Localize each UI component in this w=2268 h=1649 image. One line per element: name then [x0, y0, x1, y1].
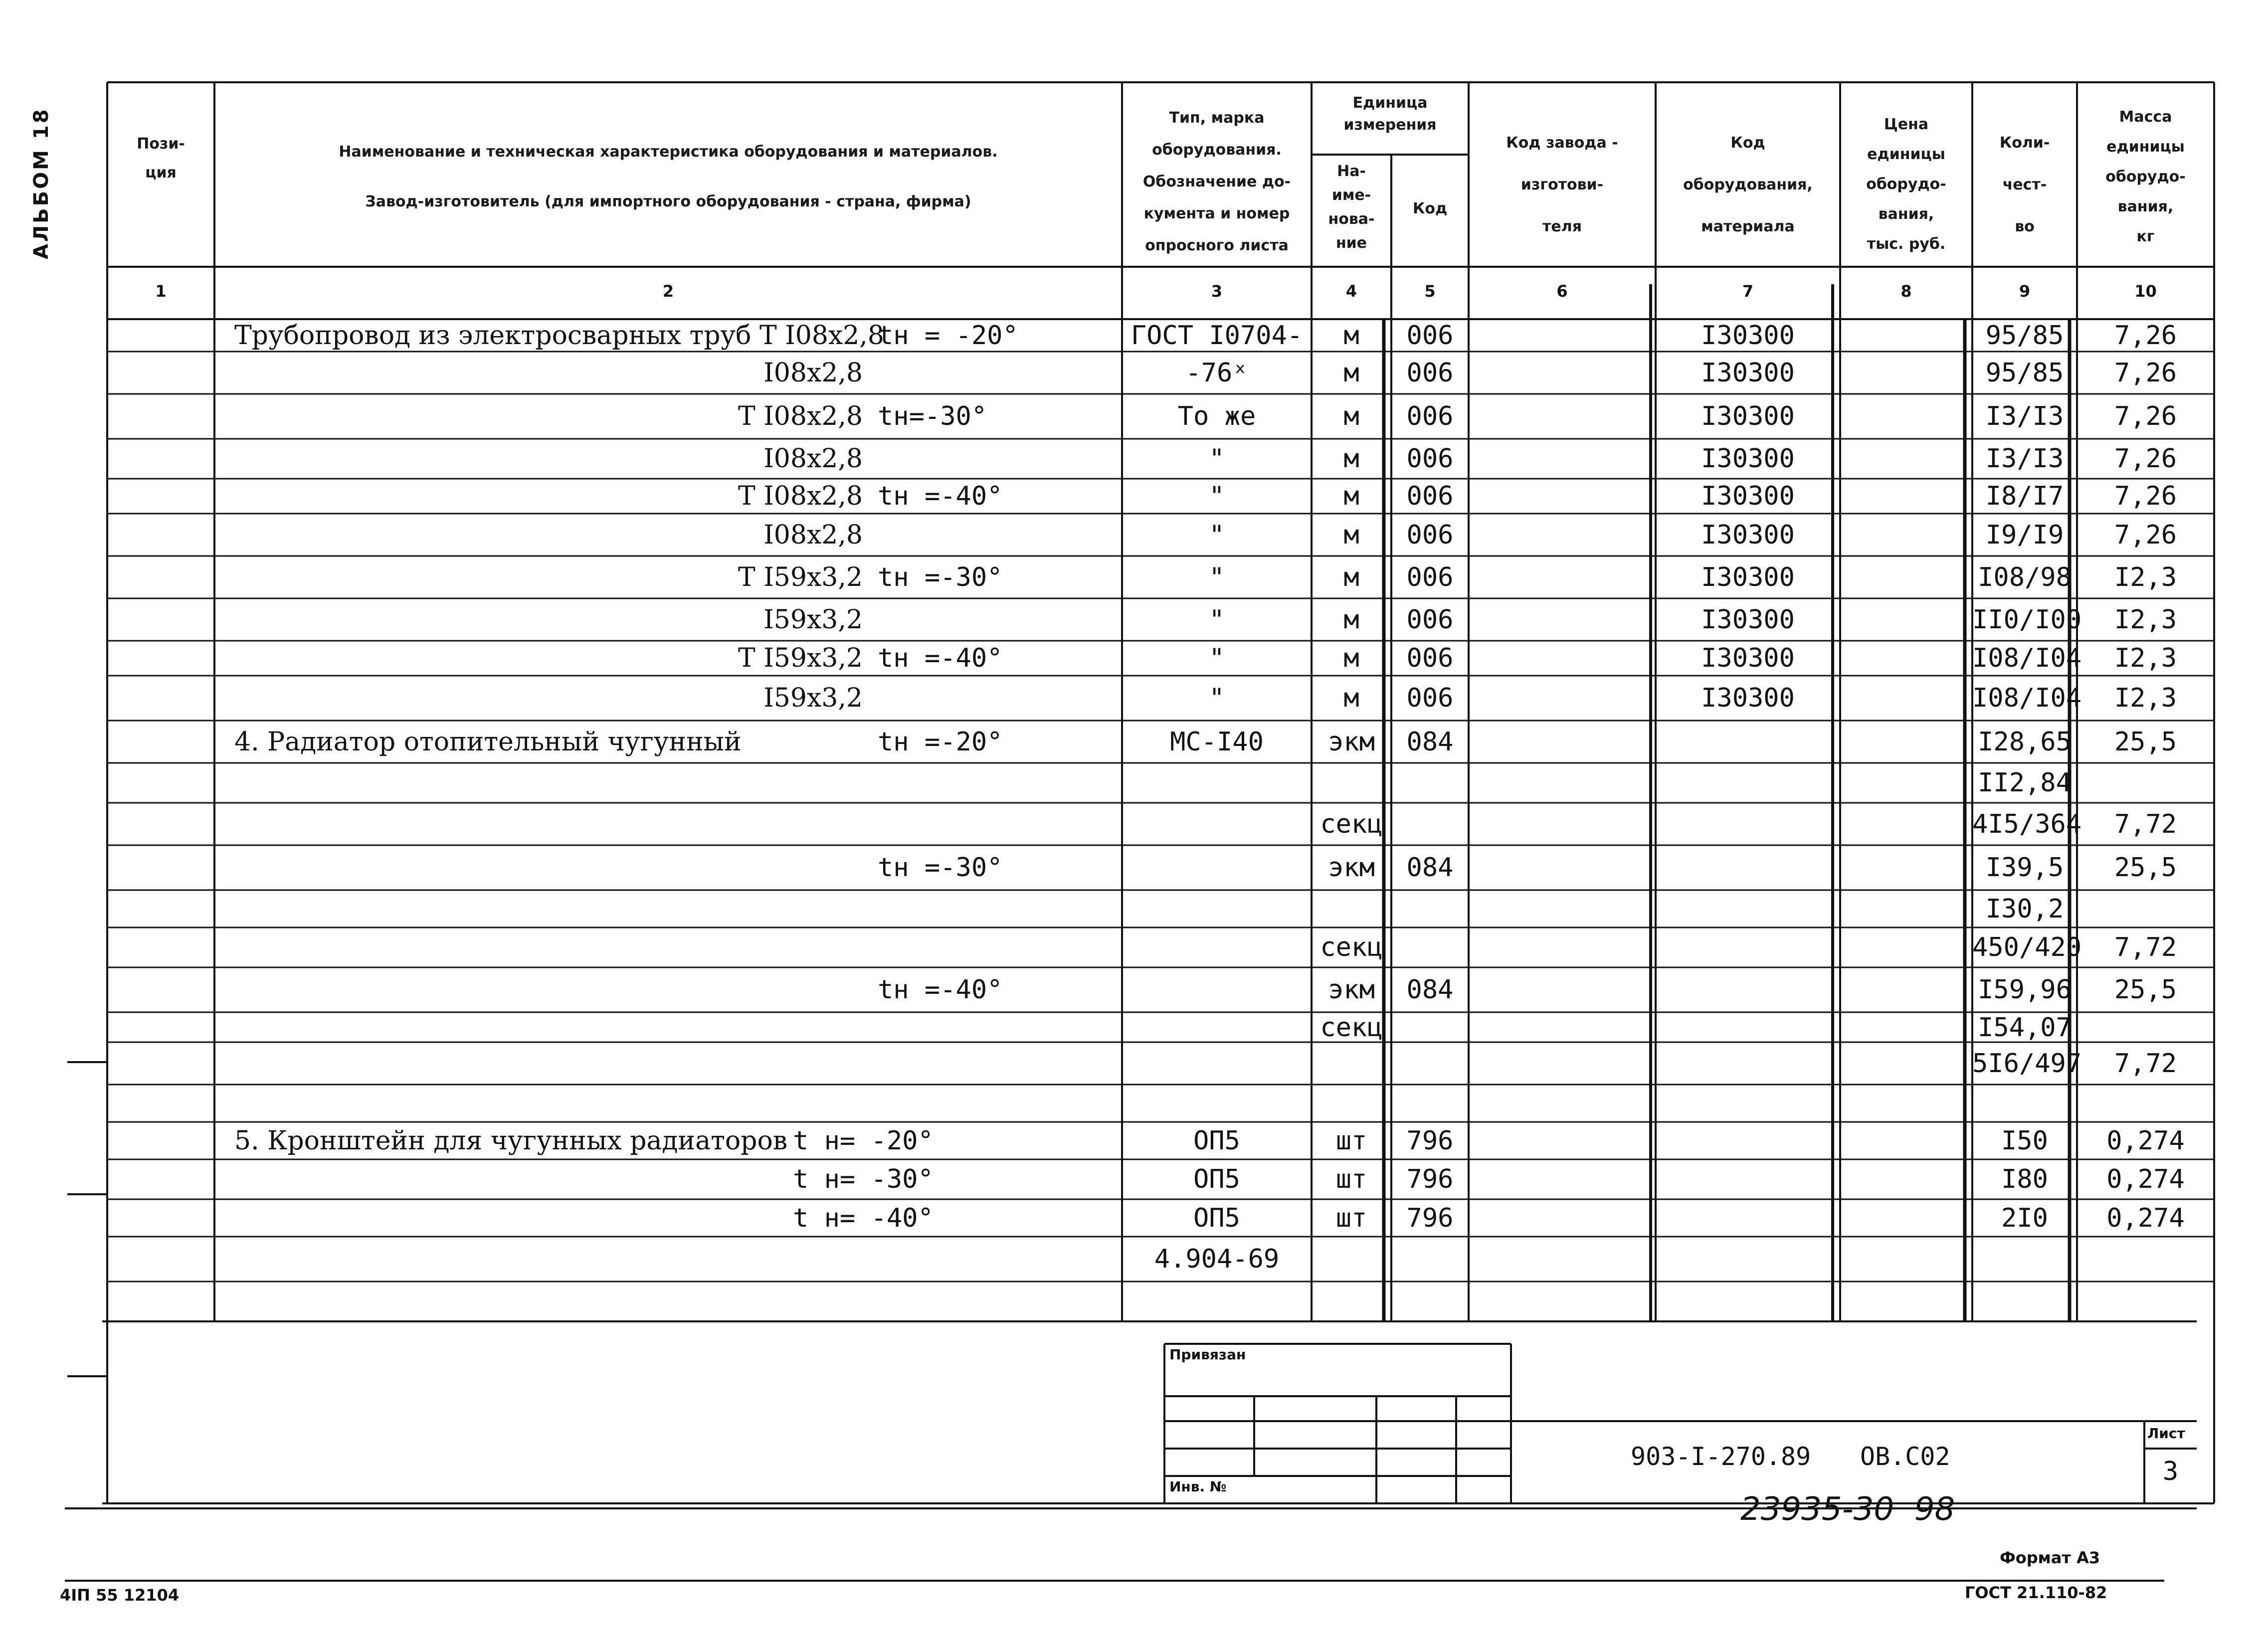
table-row — [0, 514, 2268, 556]
side-label: АЛЬБОМ 18 — [30, 107, 53, 259]
cell-mass: 7,26 — [2114, 358, 2177, 388]
table-row — [0, 1012, 2268, 1042]
cell-type: " — [1209, 604, 1225, 635]
cell-code: 006 — [1406, 520, 1454, 550]
column-number-7: 7 — [1742, 282, 1754, 301]
cell-type: " — [1209, 481, 1225, 511]
table-row — [0, 967, 2268, 1012]
cell-code: 084 — [1406, 975, 1454, 1005]
cell-mat: I30300 — [1701, 444, 1795, 474]
cell-type: ОП5 — [1193, 1164, 1240, 1194]
cell-mass: 25,5 — [2114, 975, 2177, 1005]
cell-temp: tн =-40° — [878, 643, 1003, 673]
cell-qty: 5I6/497 — [1972, 1048, 2082, 1079]
cell-unit: м — [1343, 643, 1359, 673]
column-number-8: 8 — [1900, 282, 1912, 301]
cell-qty: 2I0 — [2001, 1203, 2048, 1233]
cell-unit: м — [1343, 358, 1359, 388]
cell-mat: I30300 — [1701, 643, 1795, 673]
cell-name: I08x2,8 — [763, 520, 863, 550]
cell-qty: 450/420 — [1972, 932, 2082, 962]
stamp-sheet-no: 3 — [2162, 1457, 2179, 1486]
cell-mass: 7,26 — [2114, 401, 2177, 431]
cell-mass: 7,72 — [2114, 1048, 2177, 1079]
cell-qty: I9/I9 — [1985, 520, 2064, 550]
cell-temp: tн=-30° — [878, 401, 987, 431]
cell-type: " — [1209, 683, 1225, 713]
table-row — [0, 803, 2268, 845]
cell-qty: 95/85 — [1985, 320, 2064, 351]
cell-unit: секц — [1320, 1013, 1383, 1043]
stamp-section: ОВ.С02 — [1860, 1442, 1950, 1471]
cell-mass: I2,3 — [2114, 683, 2177, 713]
cell-unit: м — [1343, 481, 1359, 511]
cell-qty: I54,07 — [1978, 1013, 2072, 1043]
table-row — [0, 1122, 2268, 1159]
cell-code: 796 — [1406, 1125, 1454, 1156]
table-row — [0, 927, 2268, 967]
header-equipment-code: Код оборудования, материала — [1683, 134, 1813, 235]
stamp-sheet-label: Лист — [2147, 1425, 2185, 1442]
cell-type: ОП5 — [1193, 1125, 1240, 1156]
cell-mat: I30300 — [1701, 604, 1795, 635]
column-number-6: 6 — [1556, 282, 1568, 301]
cell-type: " — [1209, 562, 1225, 592]
cell-type: ОП5 — [1193, 1203, 1240, 1233]
cell-qty: 95/85 — [1985, 358, 2064, 388]
header-factory-code: Код завода - изготови- теля — [1506, 134, 1618, 235]
cell-mass: 0,274 — [2106, 1125, 2185, 1156]
cell-unit: м — [1343, 520, 1359, 550]
header-unit-name: На- име- нова- ние — [1328, 163, 1375, 252]
cell-qty: I30,2 — [1985, 894, 2064, 924]
cell-qty: I28,65 — [1978, 727, 2072, 757]
column-number-10: 10 — [2134, 282, 2157, 301]
table-row — [0, 1159, 2268, 1199]
cell-temp: t н= -40° — [793, 1203, 934, 1233]
stamp-privyazan: Привязан — [1169, 1346, 1246, 1363]
column-number-9: 9 — [2019, 282, 2031, 301]
cell-unit: м — [1343, 401, 1359, 431]
cell-mass: I2,3 — [2114, 604, 2177, 635]
table-row — [0, 319, 2268, 352]
cell-type: 4.904-69 — [1154, 1244, 1280, 1274]
cell-mat: I30300 — [1701, 562, 1795, 592]
cell-unit: секц — [1320, 809, 1383, 839]
cell-type: ГОСТ I0704- — [1131, 320, 1303, 351]
cell-unit: шт — [1335, 1203, 1367, 1233]
header-mass: Масса единицы оборудо- вания, кг — [2105, 108, 2186, 245]
cell-name: Т I08x2,8 — [738, 481, 863, 511]
stamp-inv-no: Инв. № — [1169, 1478, 1227, 1495]
cell-mass: 7,26 — [2114, 481, 2177, 511]
cell-name: 4. Радиатор отопительный чугунный — [234, 727, 742, 757]
header-unit-group: Единица измерения — [1343, 94, 1437, 134]
header-quantity: Коли- чест- во — [1999, 134, 2050, 235]
column-number-3: 3 — [1211, 282, 1223, 301]
header-name: Наименование и техническая характеристика оборудования и материалов. Завод-изготовитель (для импортного оборудования - страна, фирма) — [339, 143, 998, 210]
cell-type: МС-I40 — [1170, 727, 1264, 757]
table-row — [0, 352, 2268, 394]
cell-qty: I39,5 — [1985, 853, 2064, 883]
header-unit-code: Код — [1412, 200, 1448, 217]
header-price: Цена единицы оборудо- вания, тыс. руб. — [1866, 116, 1946, 253]
cell-mat: I30300 — [1701, 401, 1795, 431]
cell-temp: tн =-30° — [878, 562, 1003, 592]
cell-type: " — [1209, 643, 1225, 673]
header-position: Пози- ция — [137, 135, 185, 182]
column-number-5: 5 — [1424, 282, 1436, 301]
table-row — [0, 1085, 2268, 1122]
cell-name: I59x3,2 — [763, 604, 863, 635]
cell-unit: секц — [1320, 932, 1383, 962]
table-row — [0, 598, 2268, 641]
cell-mass: 7,26 — [2114, 444, 2177, 474]
cell-name: I08x2,8 — [763, 358, 863, 388]
cell-code: 006 — [1406, 643, 1454, 673]
cell-temp: t н= -30° — [793, 1164, 934, 1194]
table-row — [0, 439, 2268, 479]
handwritten-number: 23935-30 98 — [1740, 1491, 1955, 1528]
cell-unit: м — [1343, 444, 1359, 474]
cell-temp: tн =-40° — [878, 481, 1003, 511]
cell-name: Т I59x3,2 — [738, 643, 863, 673]
cell-mass: 0,274 — [2106, 1203, 2185, 1233]
cell-temp: tн =-30° — [878, 853, 1003, 883]
cell-code: 006 — [1406, 604, 1454, 635]
table-row — [0, 890, 2268, 927]
cell-type: -76ˣ — [1185, 358, 1248, 388]
cell-mass: 7,72 — [2114, 932, 2177, 962]
cell-qty: II2,84 — [1978, 768, 2072, 798]
cell-mass: I2,3 — [2114, 643, 2177, 673]
table-row — [0, 1237, 2268, 1282]
column-number-2: 2 — [662, 282, 674, 301]
cell-code: 006 — [1406, 562, 1454, 592]
cell-code: 006 — [1406, 481, 1454, 511]
cell-temp: tн = -20° — [878, 320, 1018, 351]
cell-mass: I2,3 — [2114, 562, 2177, 592]
cell-mass: 25,5 — [2114, 853, 2177, 883]
format-label: Формат А3 — [2000, 1548, 2100, 1567]
cell-type: То же — [1177, 401, 1256, 431]
cell-code: 796 — [1406, 1164, 1454, 1194]
cell-mat: I30300 — [1701, 358, 1795, 388]
column-number-4: 4 — [1345, 282, 1357, 301]
cell-name: I08x2,8 — [763, 444, 863, 474]
cell-unit: экм — [1328, 975, 1375, 1005]
cell-name: Т I59x3,2 — [738, 562, 863, 592]
cell-unit: экм — [1328, 727, 1375, 757]
table-row — [0, 641, 2268, 676]
cell-type: " — [1209, 520, 1225, 550]
cell-code: 006 — [1406, 358, 1454, 388]
cell-qty: I8/I7 — [1985, 481, 2064, 511]
cell-unit: м — [1343, 320, 1359, 351]
cell-qty: I08/I04 — [1972, 643, 2082, 673]
cell-qty: 4I5/364 — [1972, 809, 2082, 839]
cell-type: " — [1209, 444, 1225, 474]
table-row — [0, 479, 2268, 514]
stamp-designation: 903-I-270.89 — [1631, 1442, 1811, 1471]
cell-mass: 7,72 — [2114, 809, 2177, 839]
cell-code: 796 — [1406, 1203, 1454, 1233]
cell-code: 084 — [1406, 727, 1454, 757]
cell-unit: м — [1343, 683, 1359, 713]
cell-qty: I59,96 — [1978, 975, 2072, 1005]
cell-temp: t н= -20° — [793, 1125, 934, 1156]
cell-qty: I3/I3 — [1985, 401, 2064, 431]
cell-temp: tн =-20° — [878, 727, 1003, 757]
cell-code: 006 — [1406, 683, 1454, 713]
cell-unit: шт — [1335, 1125, 1367, 1156]
cell-temp: tн =-40° — [878, 975, 1003, 1005]
cell-mat: I30300 — [1701, 481, 1795, 511]
table-row — [0, 676, 2268, 721]
cell-mass: 0,274 — [2106, 1164, 2185, 1194]
column-number-1: 1 — [155, 282, 167, 301]
cell-unit: м — [1343, 604, 1359, 635]
table-row — [0, 721, 2268, 763]
cell-qty: I3/I3 — [1985, 444, 2064, 474]
cell-unit: шт — [1335, 1164, 1367, 1194]
cell-qty: I08/98 — [1978, 562, 2072, 592]
gost-label: ГОСТ 21.110-82 — [1965, 1583, 2107, 1602]
cell-code: 084 — [1406, 853, 1454, 883]
cell-name: Т I08x2,8 — [738, 401, 863, 431]
cell-mass: 25,5 — [2114, 727, 2177, 757]
cell-code: 006 — [1406, 401, 1454, 431]
cell-qty: I80 — [2001, 1164, 2048, 1194]
cell-unit: м — [1343, 562, 1359, 592]
table-row — [0, 556, 2268, 598]
cell-code: 006 — [1406, 320, 1454, 351]
cell-name: I59x3,2 — [763, 683, 863, 713]
cell-code: 006 — [1406, 444, 1454, 474]
cell-mat: I30300 — [1701, 683, 1795, 713]
cell-name: Трубопровод из электросварных труб Т I08x2,8 — [234, 320, 884, 351]
header-type: Тип, марка оборудования. Обозначение до- кумента и номер опросного листа — [1142, 109, 1291, 254]
cell-qty: I50 — [2001, 1125, 2048, 1156]
cell-mat: I30300 — [1701, 320, 1795, 351]
cell-qty: I08/I04 — [1972, 683, 2082, 713]
table-row — [0, 1199, 2268, 1237]
table-row — [0, 845, 2268, 890]
cell-mat: I30300 — [1701, 520, 1795, 550]
table-row — [0, 1042, 2268, 1085]
bottom-left-code: 4IП 55 12104 — [60, 1586, 180, 1605]
table-row — [0, 394, 2268, 439]
table-row — [0, 763, 2268, 803]
cell-mass: 7,26 — [2114, 320, 2177, 351]
cell-qty: II0/I00 — [1972, 604, 2082, 635]
cell-unit: экм — [1328, 853, 1375, 883]
cell-name: 5. Кронштейн для чугунных радиаторов — [234, 1125, 788, 1156]
cell-mass: 7,26 — [2114, 520, 2177, 550]
